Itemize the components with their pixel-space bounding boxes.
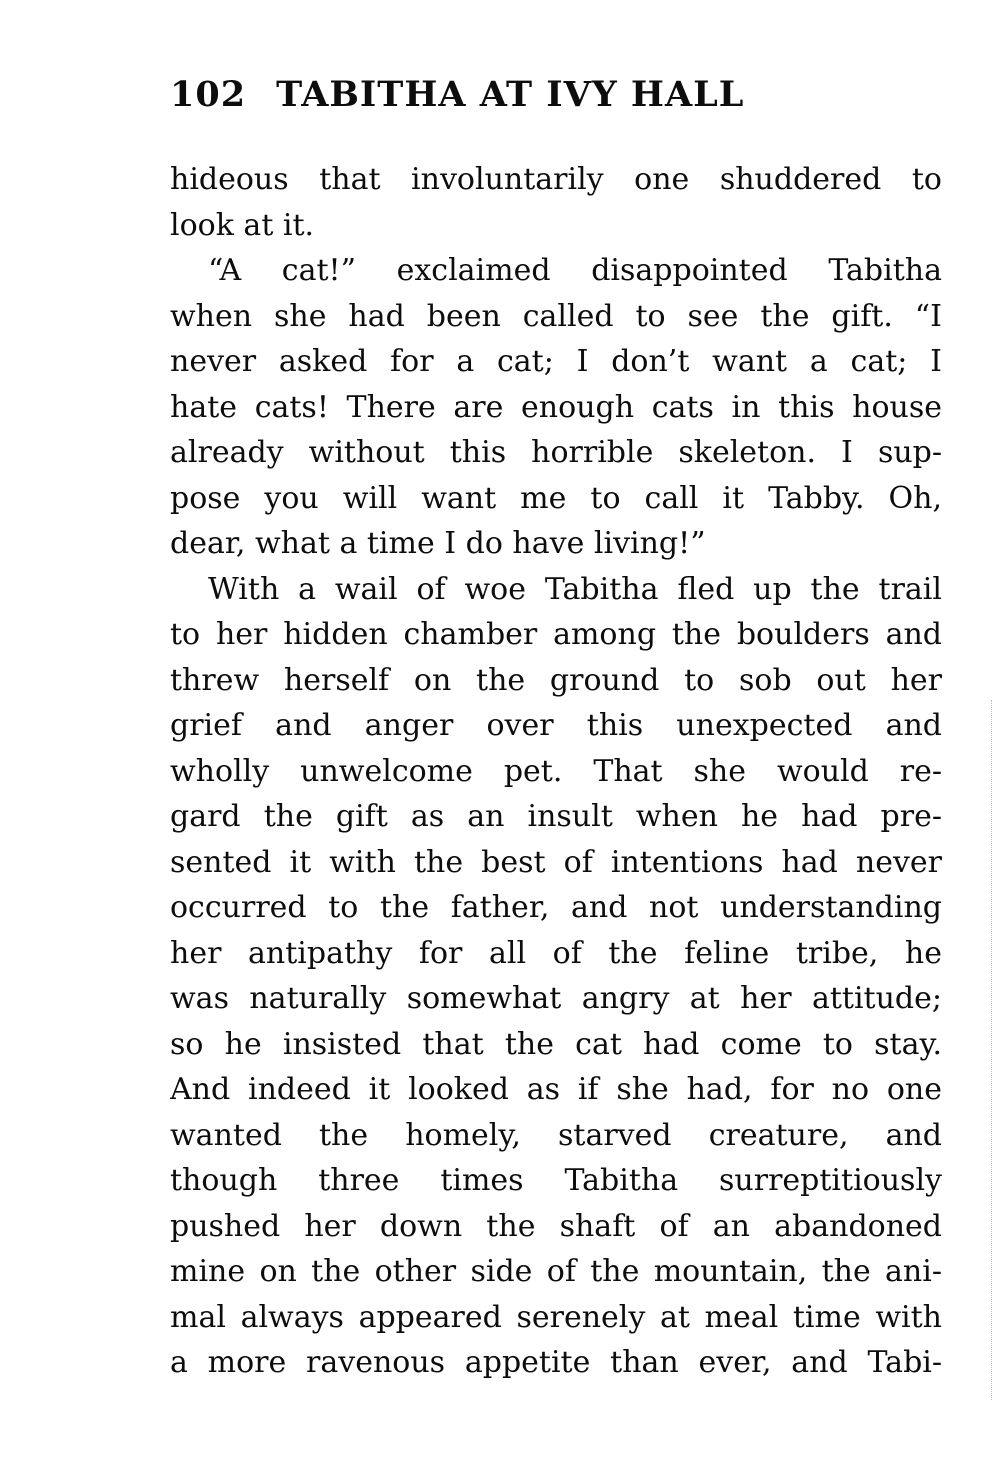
running-head	[170, 70, 850, 120]
text-line: never asked for a cat; I don’t want a cat; I	[170, 344, 942, 379]
text-line: “A cat!” exclaimed disappointed Tabitha	[208, 253, 942, 288]
body-text	[170, 157, 942, 1386]
text-line: already without this horrible skeleton. I sup-	[170, 435, 942, 470]
text-line: mal always appeared serenely at meal time with	[170, 1299, 942, 1335]
text-line: when she had been called to see the gift. “I	[170, 298, 942, 334]
text-line: a more ravenous appetite than ever, and Tabi-	[170, 1345, 942, 1380]
text-line: was naturally somewhat angry at her attitude;	[170, 981, 942, 1016]
text-line: sented it with the best of intentions had never	[170, 844, 942, 880]
page-number: 102	[170, 74, 247, 115]
text-line: gard the gift as an insult when he had pre-	[170, 799, 942, 834]
text-line: hideous that involuntarily one shuddered to	[170, 162, 942, 197]
text-line: grief and anger over this unexpected and	[170, 708, 942, 743]
text-line: pushed her down the shaft of an abandoned	[170, 1208, 942, 1244]
text-line: threw herself on the ground to sob out her	[170, 662, 942, 698]
text-line: dear, what a time I do have living!”	[170, 526, 706, 561]
text-line: wholly unwelcome pet. That she would re-	[170, 753, 942, 789]
text-line: wanted the homely, starved creature, and	[170, 1117, 942, 1153]
text-line: pose you will want me to call it Tabby. Oh,	[170, 480, 942, 516]
text-line: her antipathy for all of the feline tribe, he	[170, 935, 942, 971]
text-line: to her hidden chamber among the boulders and	[170, 617, 942, 652]
text-line: With a wail of woe Tabitha fled up the trail	[208, 571, 942, 607]
text-line: though three times Tabitha surreptitiously	[170, 1163, 942, 1198]
text-line: look at it.	[170, 207, 315, 243]
text-line: mine on the other side of the mountain, the ani-	[170, 1254, 942, 1289]
text-line: occurred to the father, and not understanding	[170, 890, 942, 925]
text-line: so he insisted that the cat had come to stay.	[170, 1026, 942, 1062]
text-line: hate cats! There are enough cats in this house	[170, 389, 942, 425]
scan-edge-artifact	[989, 700, 992, 1400]
text-line: And indeed it looked as if she had, for no one	[170, 1072, 942, 1107]
running-title: TABITHA AT IVY HALL	[276, 74, 745, 115]
